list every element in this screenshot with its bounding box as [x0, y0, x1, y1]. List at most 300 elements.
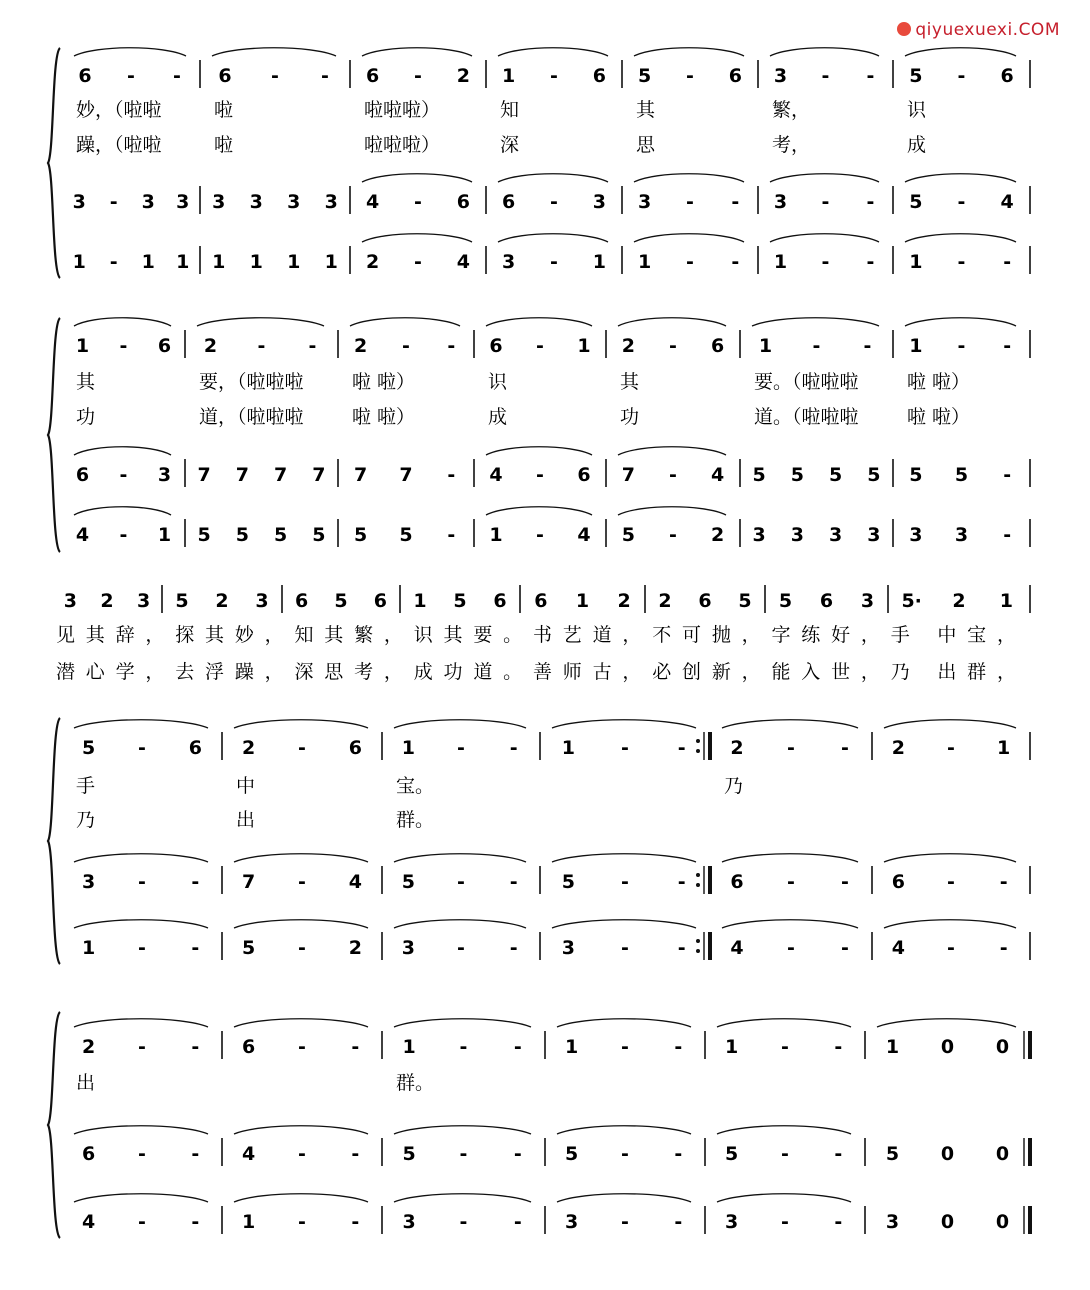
score-system: [74, 1019, 1030, 1234]
unison-note: 5: [334, 590, 348, 612]
alto-note: 3: [773, 191, 788, 213]
alto-slur: [74, 854, 208, 862]
melody-note: 1: [502, 65, 516, 87]
bass-note: 4: [891, 937, 905, 959]
melody-note: 6: [728, 65, 742, 87]
melody-note: -: [686, 65, 694, 87]
melody-note: 1: [885, 1036, 900, 1058]
bass-note: 3: [561, 937, 575, 959]
bass-note: -: [781, 1211, 789, 1233]
alto-note: -: [841, 871, 849, 893]
score-system: [74, 318, 1030, 547]
melody-note: -: [621, 1036, 629, 1058]
alto-note: 5: [909, 191, 923, 213]
lyric-syllable: 识: [488, 371, 508, 393]
melody-note: -: [351, 1036, 360, 1058]
lyric-line: 见其辞，探其妙，知其繁，识其要。书艺道，不可抛，字练好，手 中宝，: [56, 624, 1016, 646]
bass-note: -: [351, 1211, 360, 1233]
melody-slur: [394, 720, 526, 728]
unison-note: 6: [534, 590, 548, 612]
melody-note: 6: [78, 65, 92, 87]
melody-note: -: [677, 737, 686, 759]
melody-note: 0: [995, 1036, 1010, 1058]
melody-slur: [234, 720, 368, 728]
bass-note: 1: [141, 251, 155, 273]
bass-note: 5: [354, 524, 368, 546]
melody-slur: [74, 1019, 208, 1027]
bass-slur: [394, 1194, 531, 1202]
melody-note: -: [834, 1036, 843, 1058]
melody-slur: [770, 48, 879, 56]
bass-note: 1: [638, 251, 652, 273]
melody-slur: [905, 318, 1016, 326]
melody-note: 1: [402, 1036, 416, 1058]
melody-note: 1: [75, 335, 90, 357]
melody-note: 6: [711, 335, 725, 357]
lyric-syllable: 成: [907, 134, 927, 156]
lyric-syllable: 出: [236, 809, 256, 831]
melody-slur: [234, 1019, 368, 1027]
lyric-syllable: 啦 啦）: [352, 406, 416, 428]
bass-note: -: [457, 937, 465, 959]
alto-note: -: [621, 871, 629, 893]
alto-note: -: [999, 871, 1008, 893]
alto-slur: [74, 447, 171, 455]
melody-note: -: [550, 65, 558, 87]
lyric-syllable: 其: [620, 371, 640, 393]
alto-note: 5: [401, 871, 415, 893]
unison-note: 3: [860, 590, 875, 612]
melody-note: 1: [401, 737, 415, 759]
melody-note: 6: [157, 335, 172, 357]
melody-note: 5: [82, 737, 96, 759]
lyric-syllable: 群。: [396, 809, 435, 831]
lyric-syllable: 功: [620, 406, 640, 428]
melody-note: -: [321, 65, 329, 87]
bass-note: 4: [82, 1211, 96, 1233]
melody-slur: [197, 318, 324, 326]
alto-note: -: [119, 464, 128, 486]
melody-note: 6: [489, 335, 503, 357]
melody-note: -: [1003, 335, 1012, 357]
melody-note: -: [257, 335, 266, 357]
melody-note: -: [459, 1036, 468, 1058]
repeat-dot: [696, 939, 700, 943]
melody-slur: [557, 1019, 691, 1027]
melody-slur: [722, 720, 858, 728]
unison-note: 5: [175, 590, 189, 612]
bass-note: 4: [75, 524, 90, 546]
unison-note: 6: [373, 590, 387, 612]
lyric-syllable: 出: [76, 1072, 96, 1094]
alto-note: -: [947, 871, 955, 893]
bass-note: -: [119, 524, 128, 546]
alto-note: 6: [577, 464, 591, 486]
melody-note: -: [173, 65, 181, 87]
alto-note: 5: [885, 1143, 900, 1165]
bass-note: 4: [456, 251, 470, 273]
alto-slur: [722, 854, 858, 862]
bass-note: -: [686, 251, 694, 273]
lyric-syllable: 乃: [724, 775, 744, 797]
alto-note: -: [138, 1143, 146, 1165]
unison-note: 2: [215, 590, 229, 612]
alto-slur: [884, 854, 1016, 862]
bass-note: 5: [621, 524, 635, 546]
melody-note: -: [457, 737, 465, 759]
alto-note: 3: [212, 191, 226, 213]
unison-note: 2: [952, 590, 966, 612]
lyric-syllable: 啦啦啦）: [364, 99, 441, 121]
alto-note: 5: [725, 1143, 739, 1165]
bass-slur: [634, 234, 744, 242]
bass-note: -: [536, 524, 544, 546]
alto-note: -: [866, 191, 875, 213]
lyric-syllable: 啦: [214, 99, 234, 121]
melody-slur: [717, 1019, 851, 1027]
lyric-syllable: 要，（啦啦啦: [199, 371, 304, 393]
bass-note: 1: [82, 937, 96, 959]
melody-note: 2: [203, 335, 218, 357]
bass-note: 3: [954, 524, 969, 546]
melody-note: 6: [1000, 65, 1014, 87]
alto-note: 4: [1000, 191, 1014, 213]
melody-note: -: [669, 335, 677, 357]
melody-note: -: [119, 335, 128, 357]
alto-note: -: [414, 191, 422, 213]
alto-note: 6: [456, 191, 470, 213]
melody-note: 6: [366, 65, 380, 87]
lyric-syllable: 其: [76, 371, 96, 393]
bass-note: -: [731, 251, 740, 273]
melody-note: 1: [577, 335, 591, 357]
melody-note: 1: [758, 335, 773, 357]
alto-note: -: [669, 464, 677, 486]
melody-note: -: [138, 1036, 146, 1058]
melody-slur: [877, 1019, 1016, 1027]
bass-note: 5: [399, 524, 413, 546]
alto-note: 3: [638, 191, 652, 213]
melody-note: -: [957, 335, 966, 357]
bass-slur: [74, 920, 208, 928]
melody-note: -: [674, 1036, 683, 1058]
bass-note: 3: [867, 524, 881, 546]
unison-note: 1: [413, 590, 427, 612]
bass-note: -: [787, 937, 795, 959]
alto-note: -: [1003, 464, 1012, 486]
alto-slur: [717, 1126, 851, 1134]
melody-note: -: [402, 335, 410, 357]
alto-note: 5: [867, 464, 881, 486]
bass-note: -: [999, 937, 1008, 959]
bass-note: -: [109, 251, 118, 273]
repeat-dot: [696, 749, 700, 753]
alto-note: 5: [790, 464, 804, 486]
melody-note: 1: [909, 335, 923, 357]
bass-note: -: [191, 1211, 200, 1233]
melody-note: 5: [638, 65, 652, 87]
bass-note: 1: [287, 251, 301, 273]
bass-slur: [486, 507, 592, 515]
bass-note: 5: [242, 937, 256, 959]
lyric-syllable: 妙，（啦啦: [76, 99, 162, 121]
bass-note: 1: [773, 251, 788, 273]
melody-slur: [884, 720, 1016, 728]
alto-note: 4: [489, 464, 503, 486]
melody-note: 6: [188, 737, 202, 759]
bass-slur: [618, 507, 726, 515]
alto-note: 3: [592, 191, 606, 213]
bass-note: 2: [348, 937, 362, 959]
alto-note: -: [550, 191, 558, 213]
alto-note: 0: [940, 1143, 955, 1165]
alto-slur: [634, 174, 744, 182]
bass-note: -: [513, 1211, 522, 1233]
melody-note: -: [821, 65, 830, 87]
melody-note: -: [787, 737, 795, 759]
melody-note: 6: [218, 65, 232, 87]
bass-note: 5: [312, 524, 326, 546]
bass-slur: [498, 234, 608, 242]
melody-note: -: [447, 335, 456, 357]
repeat-dot: [696, 883, 700, 887]
alto-note: -: [457, 871, 465, 893]
melody-note: 6: [592, 65, 606, 87]
alto-note: 4: [711, 464, 725, 486]
lyric-syllable: 繁，: [772, 99, 811, 121]
unison-note: 5: [453, 590, 467, 612]
alto-note: -: [787, 871, 795, 893]
bass-slur: [74, 507, 171, 515]
alto-note: 4: [242, 1143, 256, 1165]
melody-note: 1: [997, 737, 1011, 759]
lyric-syllable: 知: [500, 99, 520, 121]
bass-slur: [770, 234, 879, 242]
melody-slur: [486, 318, 592, 326]
melody-note: -: [621, 737, 629, 759]
melody-note: 2: [891, 737, 905, 759]
bass-note: 1: [592, 251, 606, 273]
melody-note: -: [271, 65, 279, 87]
alto-note: 6: [891, 871, 905, 893]
melody-note: -: [866, 65, 875, 87]
unison-note: 1: [999, 590, 1013, 612]
melody-note: -: [308, 335, 317, 357]
score-system: [56, 585, 1030, 683]
alto-slur: [905, 174, 1016, 182]
bass-slur: [552, 920, 696, 928]
melody-note: -: [947, 737, 955, 759]
melody-slur: [362, 48, 472, 56]
melody-note: 2: [242, 737, 256, 759]
unison-note: 5·: [901, 590, 922, 612]
alto-note: -: [459, 1143, 468, 1165]
lyric-line: 潜心学，去浮躁，深思考，成功道。善师古，必创新，能入世，乃 出群，: [56, 661, 1016, 683]
melody-slur: [394, 1019, 531, 1027]
bass-note: -: [1003, 524, 1012, 546]
bass-note: 4: [730, 937, 744, 959]
bass-note: -: [459, 1211, 468, 1233]
alto-note: -: [191, 871, 200, 893]
bass-note: 0: [940, 1211, 955, 1233]
bass-note: -: [677, 937, 686, 959]
alto-slur: [362, 174, 472, 182]
alto-note: 5: [565, 1143, 579, 1165]
alto-slur: [770, 174, 879, 182]
unison-note: 1: [575, 590, 590, 612]
melody-note: 3: [773, 65, 788, 87]
melody-note: -: [191, 1036, 200, 1058]
melody-note: -: [957, 65, 966, 87]
bass-slur: [884, 920, 1016, 928]
melody-note: -: [298, 737, 306, 759]
bass-note: 2: [366, 251, 380, 273]
melody-note: 2: [730, 737, 744, 759]
bass-note: 1: [489, 524, 503, 546]
bass-note: 3: [752, 524, 766, 546]
alto-note: -: [731, 191, 740, 213]
alto-slur: [394, 1126, 531, 1134]
bass-note: 3: [502, 251, 516, 273]
lyric-syllable: 啦 啦）: [907, 406, 971, 428]
alto-note: 7: [235, 464, 249, 486]
alto-slur: [74, 1126, 208, 1134]
alto-note: -: [621, 1143, 629, 1165]
melody-slur: [350, 318, 460, 326]
bass-note: -: [191, 937, 200, 959]
alto-note: -: [138, 871, 146, 893]
bass-note: -: [509, 937, 518, 959]
melody-slur: [634, 48, 744, 56]
alto-note: 5: [752, 464, 766, 486]
bass-note: -: [957, 251, 966, 273]
alto-note: -: [686, 191, 694, 213]
alto-note: 3: [176, 191, 190, 213]
melody-slur: [74, 720, 208, 728]
lyric-syllable: 要。（啦啦啦: [754, 371, 859, 393]
melody-note: 0: [940, 1036, 955, 1058]
lyric-syllable: 功: [76, 406, 96, 428]
alto-note: 6: [730, 871, 744, 893]
alto-slur: [234, 1126, 368, 1134]
alto-note: -: [109, 191, 118, 213]
alto-note: 5: [402, 1143, 416, 1165]
lyric-syllable: 啦啦啦）: [364, 134, 441, 156]
bass-note: -: [621, 1211, 629, 1233]
lyric-syllable: 躁，（啦啦: [76, 134, 162, 156]
bass-note: -: [866, 251, 875, 273]
unison-note: 6: [493, 590, 507, 612]
bass-note: 1: [909, 251, 923, 273]
melody-note: -: [414, 65, 422, 87]
alto-note: 3: [72, 191, 86, 213]
bass-note: 3: [829, 524, 843, 546]
bass-note: 3: [401, 937, 415, 959]
unison-note: 6: [698, 590, 712, 612]
bass-slur: [234, 1194, 368, 1202]
alto-note: 4: [366, 191, 380, 213]
alto-slur: [498, 174, 608, 182]
unison-note: 2: [617, 590, 631, 612]
melody-slur: [552, 720, 696, 728]
melody-slur: [905, 48, 1016, 56]
bass-slur: [74, 1194, 208, 1202]
alto-note: 7: [242, 871, 256, 893]
alto-note: -: [821, 191, 830, 213]
alto-note: -: [834, 1143, 843, 1165]
alto-note: 5: [561, 871, 575, 893]
bass-note: 0: [995, 1211, 1010, 1233]
alto-slur: [618, 447, 726, 455]
alto-slur: [557, 1126, 691, 1134]
bass-note: -: [447, 524, 456, 546]
unison-note: 2: [658, 590, 672, 612]
bass-note: 4: [577, 524, 591, 546]
alto-note: -: [536, 464, 544, 486]
bass-note: -: [947, 937, 955, 959]
melody-slur: [618, 318, 726, 326]
alto-slur: [394, 854, 526, 862]
unison-note: 3: [137, 590, 151, 612]
alto-note: 0: [995, 1143, 1010, 1165]
alto-note: 3: [141, 191, 155, 213]
lyric-syllable: 其: [636, 99, 656, 121]
unison-note: 2: [100, 590, 114, 612]
score-system: [74, 720, 1030, 960]
bass-note: -: [669, 524, 677, 546]
melody-note: 2: [354, 335, 368, 357]
melody-note: -: [513, 1036, 522, 1058]
melody-slur: [212, 48, 336, 56]
alto-note: 7: [399, 464, 413, 486]
melody-note: 2: [82, 1036, 96, 1058]
alto-note: 7: [197, 464, 211, 486]
bass-note: 2: [711, 524, 725, 546]
alto-note: 7: [354, 464, 368, 486]
lyric-syllable: 道。（啦啦啦: [754, 406, 859, 428]
bass-slur: [362, 234, 472, 242]
lyric-syllable: 啦: [214, 134, 234, 156]
lyric-syllable: 中: [236, 775, 256, 797]
alto-note: 3: [157, 464, 172, 486]
alto-note: -: [513, 1143, 522, 1165]
bass-note: 5: [235, 524, 249, 546]
alto-note: -: [298, 871, 306, 893]
alto-note: -: [677, 871, 686, 893]
bass-note: -: [621, 937, 629, 959]
bass-note: 5: [197, 524, 211, 546]
bass-note: 3: [725, 1211, 739, 1233]
alto-note: 7: [621, 464, 635, 486]
bass-note: 1: [249, 251, 263, 273]
unison-note: 6: [819, 590, 834, 612]
system-brace: [48, 48, 60, 278]
lyric-syllable: 手: [76, 775, 96, 797]
unison-note: 5: [738, 590, 752, 612]
alto-note: 5: [829, 464, 843, 486]
bass-note: 5: [274, 524, 288, 546]
bass-slur: [722, 920, 858, 928]
alto-note: 6: [82, 1143, 96, 1165]
melody-slur: [498, 48, 608, 56]
melody-note: 6: [242, 1036, 256, 1058]
lyric-syllable: 宝。: [396, 775, 435, 797]
melody-note: 2: [621, 335, 635, 357]
bass-note: -: [298, 937, 306, 959]
melody-note: 1: [725, 1036, 739, 1058]
bass-note: -: [138, 1211, 146, 1233]
bass-note: -: [834, 1211, 843, 1233]
